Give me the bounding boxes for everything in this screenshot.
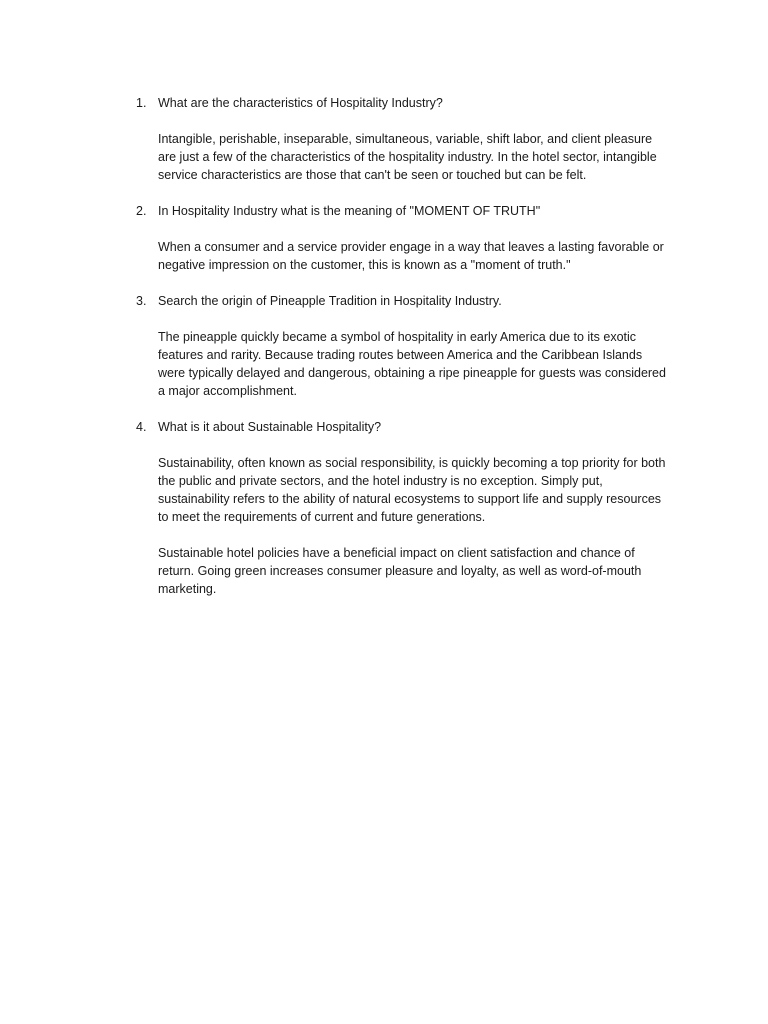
answer-paragraph: Intangible, perishable, inseparable, simultaneous, variable, shift labor, and client pleasure are just a few of the characteristics of the hospitality industry. In the hotel sector, intangible service characteristics are those that can't be seen or touched but can be felt.	[158, 132, 657, 182]
question-line	[136, 202, 666, 220]
question-item-2	[136, 202, 666, 274]
question-text: In Hospitality Industry what is the meaning of "MOMENT OF TRUTH"	[158, 204, 541, 218]
question-line	[136, 418, 666, 436]
question-text: What is it about Sustainable Hospitality?	[158, 420, 382, 434]
document-body	[136, 94, 666, 616]
question-line	[136, 94, 666, 112]
question-item-1	[136, 94, 666, 184]
question-item-4	[136, 418, 666, 598]
answer-paragraph: The pineapple quickly became a symbol of hospitality in early America due to its exotic features and rarity. Because trading routes between America and the Caribbean Islands were typically delayed and dangerous, obtaining a ripe pineapple for guests was considered a major accomplishment.	[158, 330, 666, 398]
question-item-3	[136, 292, 666, 400]
question-number: 4.	[136, 420, 147, 434]
question-text: Search the origin of Pineapple Tradition in Hospitality Industry.	[158, 294, 502, 308]
answer-paragraph: Sustainability, often known as social responsibility, is quickly becoming a top priority for both the public and private sectors, and the hotel industry is no exception. Simply put, sustainability refers to the ability of natural ecosystems to support life and supply resources to meet the requirements of current and future generations.	[158, 456, 666, 524]
question-text: What are the characteristics of Hospitality Industry?	[158, 96, 443, 110]
question-number: 2.	[136, 204, 147, 218]
question-number: 1.	[136, 96, 147, 110]
answer-paragraph: Sustainable hotel policies have a beneficial impact on client satisfaction and chance of return. Going green increases consumer pleasure and loyalty, as well as word-of-mouth marketing.	[158, 546, 642, 596]
question-number: 3.	[136, 294, 147, 308]
question-line	[136, 292, 666, 310]
answer-paragraph: When a consumer and a service provider engage in a way that leaves a lasting favorable or negative impression on the customer, this is known as a "moment of truth."	[158, 240, 664, 272]
